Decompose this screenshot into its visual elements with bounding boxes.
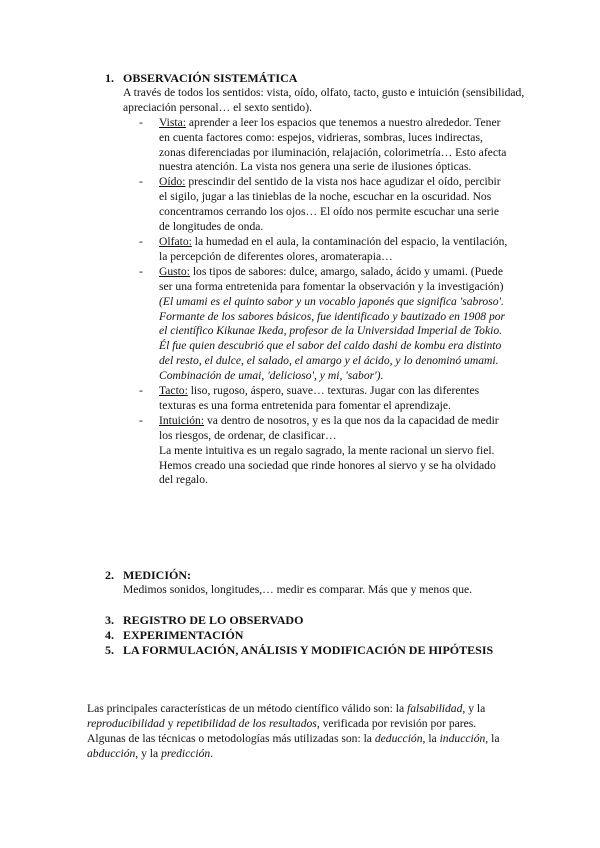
list-item-olfato bbox=[139, 234, 509, 265]
section-intro: A través de todos los sentidos: vista, oído, olfato, tacto, gusto e intuición (sensibilidad, apreciación personal… el sexto sentido). bbox=[123, 85, 525, 114]
section-heading bbox=[105, 643, 525, 658]
text-run: , la bbox=[485, 731, 500, 745]
bullet-dash: - bbox=[139, 115, 143, 129]
item-text: liso, rugoso, áspero, suave… texturas. Jugar con las diferentes texturas es una forma entretenida para fomentar el aprendizaje. bbox=[159, 384, 480, 412]
list-item-oido bbox=[139, 175, 509, 235]
closing-paragraph bbox=[87, 702, 517, 762]
term-abduccion: abducción bbox=[87, 746, 136, 760]
section-title: LA FORMULACIÓN, ANÁLISIS Y MODIFICACIÓN DE HIPÓTESIS bbox=[123, 643, 494, 657]
umami-note: (El umami es el quinto sabor y un vocablo japonés que significa 'sabroso'. Formante de los sabores básicos, fue identificado y bautizado en 1908 por el científico Kikunae Ikeda, profesor de la Universidad Imperial de Tokio. Él fue quien descubrió que el sabor del caldo dashi de kombu era distinto del resto, el dulce, el salado, el amargo y el ácido, y lo denominó umami. Combinación de umai, 'delicioso', y mi, 'sabor'). bbox=[159, 294, 506, 383]
section-medicion bbox=[105, 568, 525, 598]
section-title: MEDICIÓN: bbox=[123, 568, 191, 582]
bullet-dash: - bbox=[139, 413, 143, 427]
section-heading bbox=[105, 568, 525, 583]
section-number: 1. bbox=[105, 71, 114, 85]
bullet-dash: - bbox=[139, 264, 143, 278]
term-vista: Vista: bbox=[159, 115, 186, 129]
text-run: y bbox=[164, 716, 177, 730]
section-title: OBSERVACIÓN SISTEMÁTICA bbox=[123, 71, 298, 85]
term-olfato: Olfato: bbox=[159, 234, 192, 248]
text-run: Las principales características de un método científico válido son: la bbox=[87, 702, 407, 715]
text-run: , la bbox=[422, 731, 440, 745]
text-run: , y la bbox=[462, 702, 486, 715]
term-intuicion: Intuición: bbox=[159, 413, 205, 427]
section-text: Medimos sonidos, longitudes,… medir es comparar. Más que y menos que. bbox=[123, 582, 473, 596]
text-run: , verificada por revisión por pares. Algunas de las técnicas o metodologías más utilizadas son: la bbox=[87, 716, 477, 745]
intuition-quote: La mente intuitiva es un regalo sagrado, la mente racional un siervo fiel. Hemos creado una sociedad que rinde honores al siervo y se ha olvidado del regalo. bbox=[159, 443, 496, 487]
bullet-dash: - bbox=[139, 175, 143, 189]
section-observacion bbox=[105, 71, 525, 488]
section-heading bbox=[105, 613, 525, 628]
term-falsabilidad: falsabilidad bbox=[407, 702, 463, 715]
term-prediccion: predicción bbox=[161, 746, 211, 760]
term-reproducibilidad: reproducibilidad bbox=[87, 716, 165, 730]
item-text: los tipos de sabores: dulce, amargo, salado, ácido y umami. (Puede ser una forma entretenida para fomentar la observación y la investigación) bbox=[159, 264, 504, 293]
bullet-dash: - bbox=[139, 384, 143, 398]
term-deduccion: deducción bbox=[374, 731, 423, 745]
list-item-vista bbox=[139, 115, 509, 176]
item-text: aprender a leer los espacios que tenemos a nuestro alrededor. Tener en cuenta factores como: espejos, vidrieras, sombras, luces indirectas, zonas diferenciadas por iluminación, relajación, colorimetría… Esto afecta nuestra atención. La vista nos genera una serie de ilusiones ópticas. bbox=[159, 115, 507, 174]
term-gusto: Gusto: bbox=[159, 264, 190, 278]
section-formulacion bbox=[105, 643, 525, 658]
bullet-dash: - bbox=[139, 234, 143, 248]
list-item-gusto bbox=[139, 264, 509, 384]
section-heading bbox=[105, 71, 525, 86]
section-number: 4. bbox=[105, 628, 114, 642]
item-text: va dentro de nosotros, y es la que nos da la capacidad de medir los riesgos, de ordenar, de clasificar… bbox=[159, 413, 499, 442]
section-title: REGISTRO DE LO OBSERVADO bbox=[123, 613, 304, 627]
text-run: . bbox=[210, 746, 214, 760]
text-run: , y la bbox=[135, 746, 162, 760]
term-oido: Oído: bbox=[159, 175, 186, 189]
senses-list bbox=[139, 115, 509, 489]
list-item-intuicion bbox=[139, 413, 509, 489]
section-number: 3. bbox=[105, 613, 114, 627]
term-repetibilidad: repetibilidad de los resultados bbox=[176, 716, 317, 730]
list-item-tacto bbox=[139, 384, 509, 414]
section-registro bbox=[105, 613, 525, 628]
section-number: 5. bbox=[105, 643, 114, 657]
item-text: la humedad en el aula, la contaminación del espacio, la ventilación, la percepción de diferentes olores, aromaterapia… bbox=[159, 234, 508, 263]
section-experimentacion bbox=[105, 628, 525, 643]
term-tacto: Tacto: bbox=[159, 384, 188, 398]
section-title: EXPERIMENTACIÓN bbox=[123, 628, 244, 642]
item-text: prescindir del sentido de la vista nos hace agudizar el oído, percibir el sigilo, jugar a las tinieblas de la noche, escuchar en la oscuridad. Nos concentramos cerrando los ojos… El oído nos permite escuchar una serie de longitudes de onda. bbox=[159, 175, 501, 234]
section-number: 2. bbox=[105, 568, 114, 582]
section-heading bbox=[105, 628, 525, 643]
term-induccion: inducción bbox=[439, 731, 486, 745]
